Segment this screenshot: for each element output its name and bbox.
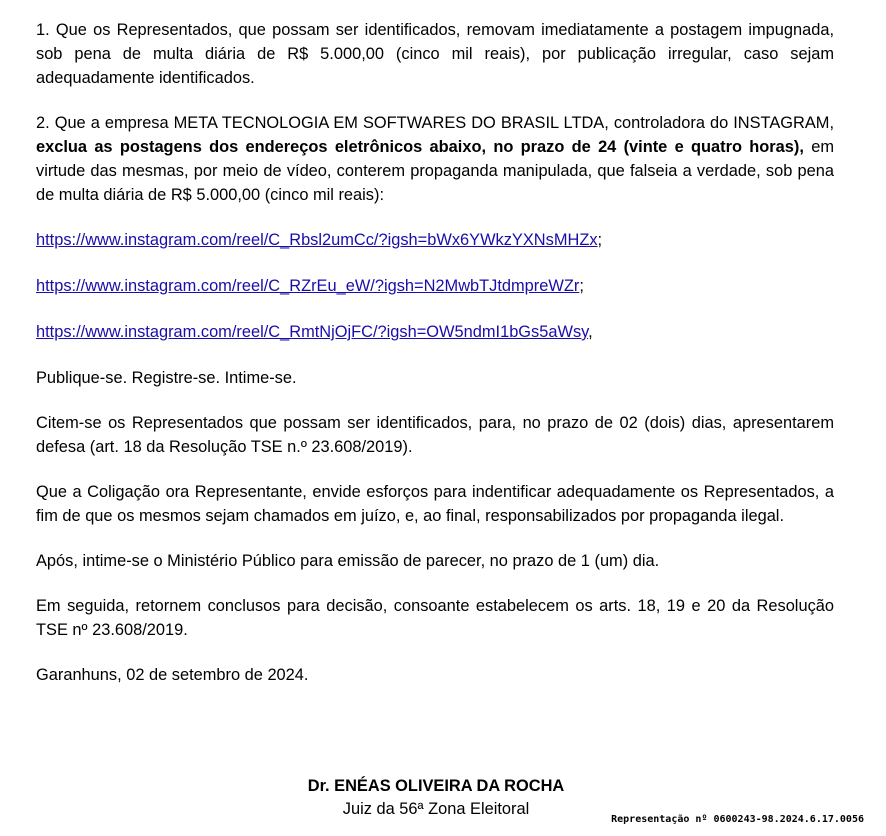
order-2-remainder: em virtude das mesmas, por meio de vídeo, conterem propaganda manipulada, que falseia a verdade, sob pena de multa diária de R$ 5.000,00 (cinco mil reais): [36,138,834,204]
order-2-intro: 2. Que a empresa META TECNOLOGIA EM SOFTWARES DO BRASIL LTDA, controladora do INSTAGRAM, [36,114,834,132]
document-body [36,18,834,708]
paragraph-order-1: 1. Que os Representados, que possam ser identificados, removam imediatamente a postagem impugnada, sob pena de multa diária de R$ 5.000,00 (cinco mil reais), por publicação irregular, caso sejam adequadamente identificados. [36,21,834,87]
paragraph-coalition: Que a Coligação ora Representante, envide esforços para indentificar adequadamente os Representados, a fim de que os mesmos sejam chamados em juízo, e, ao final, responsabilizados por propaganda ilegal. [36,483,834,525]
place-date: Garanhuns, 02 de setembro de 2024. [36,666,309,684]
paragraph-ministry: Após, intime-se o Ministério Público para emissão de parecer, no prazo de 1 (um) dia. [36,552,660,570]
instagram-link-1[interactable]: https://www.instagram.com/reel/C_Rbsl2umCc/?igsh=bWx6YWkzYXNsMHZx [36,231,598,249]
judge-name: Dr. ENÉAS OLIVEIRA DA ROCHA [307,777,565,795]
link-2-suffix: ; [579,277,584,295]
instagram-link-3[interactable]: https://www.instagram.com/reel/C_RmtNjOjFC/?igsh=OW5ndmI1bGs5aWsy [36,323,589,341]
paragraph-summons: Citem-se os Representados que possam ser identificados, para, no prazo de 02 (dois) dias, apresentarem defesa (art. 18 da Resolução TSE n.º 23.608/2019). [36,414,834,456]
paragraph-conclusion: Em seguida, retornem conclusos para decisão, consoante estabelecem os arts. 18, 19 e 20 da Resolução TSE nº 23.608/2019. [36,597,834,639]
link-line-3 [36,320,834,344]
link-1-suffix: ; [597,231,603,249]
judge-role: Juiz da 56ª Zona Eleitoral [342,800,530,818]
link-3-suffix: , [588,323,593,341]
paragraph-publish: Publique-se. Registre-se. Intime-se. [36,369,297,387]
link-line-1 [36,228,834,252]
instagram-link-2[interactable]: https://www.instagram.com/reel/C_RZrEu_eW/?igsh=N2MwbTJtdmpreWZr [36,277,580,295]
link-line-2 [36,274,834,298]
paragraph-order-2 [36,111,834,207]
order-2-bold-text: exclua as postagens dos endereços eletrônicos abaixo, no prazo de 24 (vinte e quatro horas), [36,138,804,156]
case-reference: Representação nº 0600243-98.2024.6.17.0056 [611,814,864,825]
